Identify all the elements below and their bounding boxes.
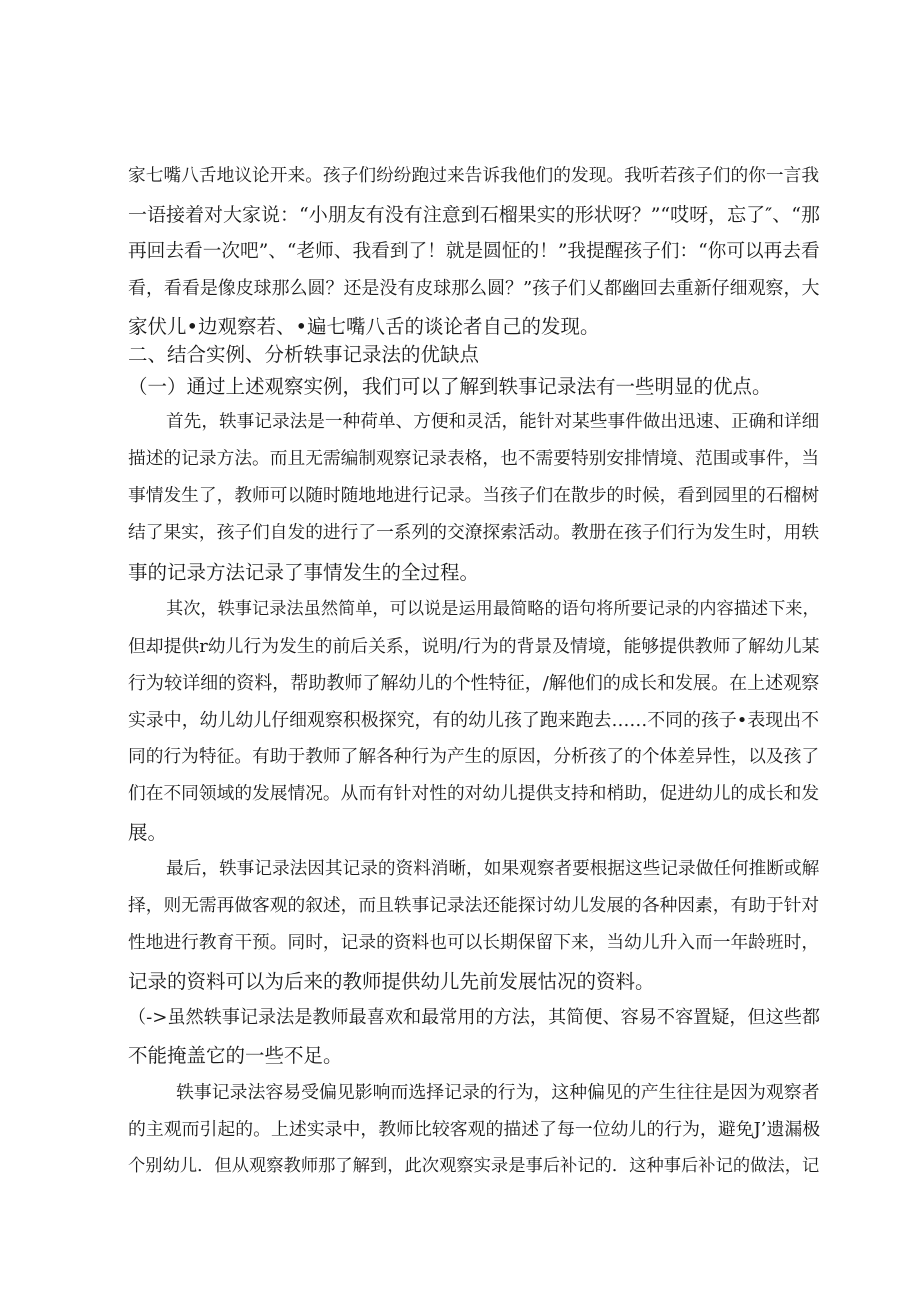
paragraph-last-line-4: 记录的资料可以为后来的教师提供幼儿先前发展怙况的资料。 bbox=[128, 970, 655, 993]
paragraph-second-line-2: 但却提供r幼儿行为发生的前后关系，说明/行为的背景及情境，能够提供教师了解幼儿某 bbox=[128, 636, 820, 657]
subheading-shortcomings-line-2: 不能掩盖它的一些不足。 bbox=[128, 1044, 343, 1067]
paragraph-second-line-3: 行为较详细的资料，帮助教师了解幼儿的个性特征，/解他们的成长和发展。在上述观察 bbox=[128, 673, 820, 694]
subheading-shortcomings-line-1: （->虽然轶事记录法是教师最喜欢和最常用的方法，其简便、容易不容置疑，但这些都 bbox=[128, 1007, 820, 1028]
section-heading: 二、结合实例、分析轶事记录法的优缺点 bbox=[128, 343, 480, 366]
paragraph-1-line-1: 家七嘴八舌地议论开来。孩子们纷纷跑过来告诉我他们的发现。我听若孩子们的你一言我 bbox=[128, 166, 820, 186]
paragraph-last-line-1: 最后，轶事记录法因其记录的资料消晰，如果观察者要根据这些记录做任何推断或解 bbox=[166, 859, 820, 879]
paragraph-second-line-4: 实录中，幼儿幼儿仔细观察积极探究，有的幼儿孩了跑来跑去……不同的孩子•表现出不 bbox=[128, 710, 819, 731]
paragraph-bias-line-1: 轶事记录法容易受偏见影响而选择记录的行为，这种偏见的产生往往是因为观察者 bbox=[176, 1082, 820, 1103]
paragraph-1-line-2: 一语接着对大家说：“小朋友有没有注意到石榴果实的形状呀？”“哎呀，忘了″、“那 bbox=[128, 204, 820, 226]
paragraph-second-line-7: 展。 bbox=[128, 821, 168, 844]
paragraph-first-line-1: 首先，轶事记录法是一种荷单、方便和灵活，能针对某些事件做出迅速、正确和详细 bbox=[166, 412, 820, 432]
paragraph-bias-line-3: 个别幼儿．但从观察教师那了解到，此次观察实录是事后补记的．这种事后补记的做法，记 bbox=[128, 1156, 820, 1176]
subheading-advantages: （一）通过上述观察实例，我们可以了解到轶事记录法有一些明显的优点。 bbox=[128, 375, 772, 398]
paragraph-first-line-5: 事的记录方法记录了事情发生的全过程。 bbox=[128, 561, 480, 584]
paragraph-1-line-4: 看，看看是像皮球那么圆？还是没有皮球那么圆？”孩子们乂都幽回去重新仔细观察，大 bbox=[128, 278, 820, 299]
paragraph-first-line-4: 结了果实，孩子们自发的进行了一系列的交潦探索活动。教册在孩子们行为发生时，用轶 bbox=[128, 523, 820, 543]
paragraph-first-line-2: 描述的记录方法。而且无需编制观察记录表格，也不需要特别安排情境、范围或事件，当 bbox=[128, 449, 820, 469]
paragraph-1-line-5: 家伏儿•边观察若、•遍七嘴八舌的谈论者自己的发现。 bbox=[128, 315, 600, 338]
paragraph-bias-line-2: 的主观而引起的。上述实录中，教师比较客观的描述了每一位幼儿的行为，避免J’遗漏极 bbox=[128, 1119, 821, 1140]
paragraph-last-line-2: 择，则无需再做客观的叙述，而且轶事记录法还能探讨幼儿发展的各种因素，有助于针对 bbox=[128, 896, 820, 916]
paragraph-second-line-6: 们在不同领域的发展情况。从而有针对性的对幼儿提供支持和梢助，促进幼儿的成长和发 bbox=[128, 784, 820, 804]
paragraph-second-line-5: 同的行为特征。有助于教师了解各种行为产生的原因，分析孩了的个体差异性，以及孩了 bbox=[128, 747, 820, 767]
paragraph-1-line-3: 再回去看一次吧”、“老师、我看到了！就是圆怔的！”我提醒孩子们：“你可以再去看 bbox=[128, 241, 820, 262]
paragraph-last-line-3: 性地进行教育干预。同时，记录的资料也可以长期保留下来，当幼儿升入而一年龄班时， bbox=[128, 933, 820, 953]
paragraph-first-line-3: 事情发生了，教师可以随时随地地进行记录。当孩子们在散步的时候，看到园里的石榴树 bbox=[128, 486, 820, 506]
paragraph-second-line-1: 其次，轶事记录法虽然简单，可以说是运用最简略的语句将所要记录的内容描述下来， bbox=[166, 599, 820, 619]
